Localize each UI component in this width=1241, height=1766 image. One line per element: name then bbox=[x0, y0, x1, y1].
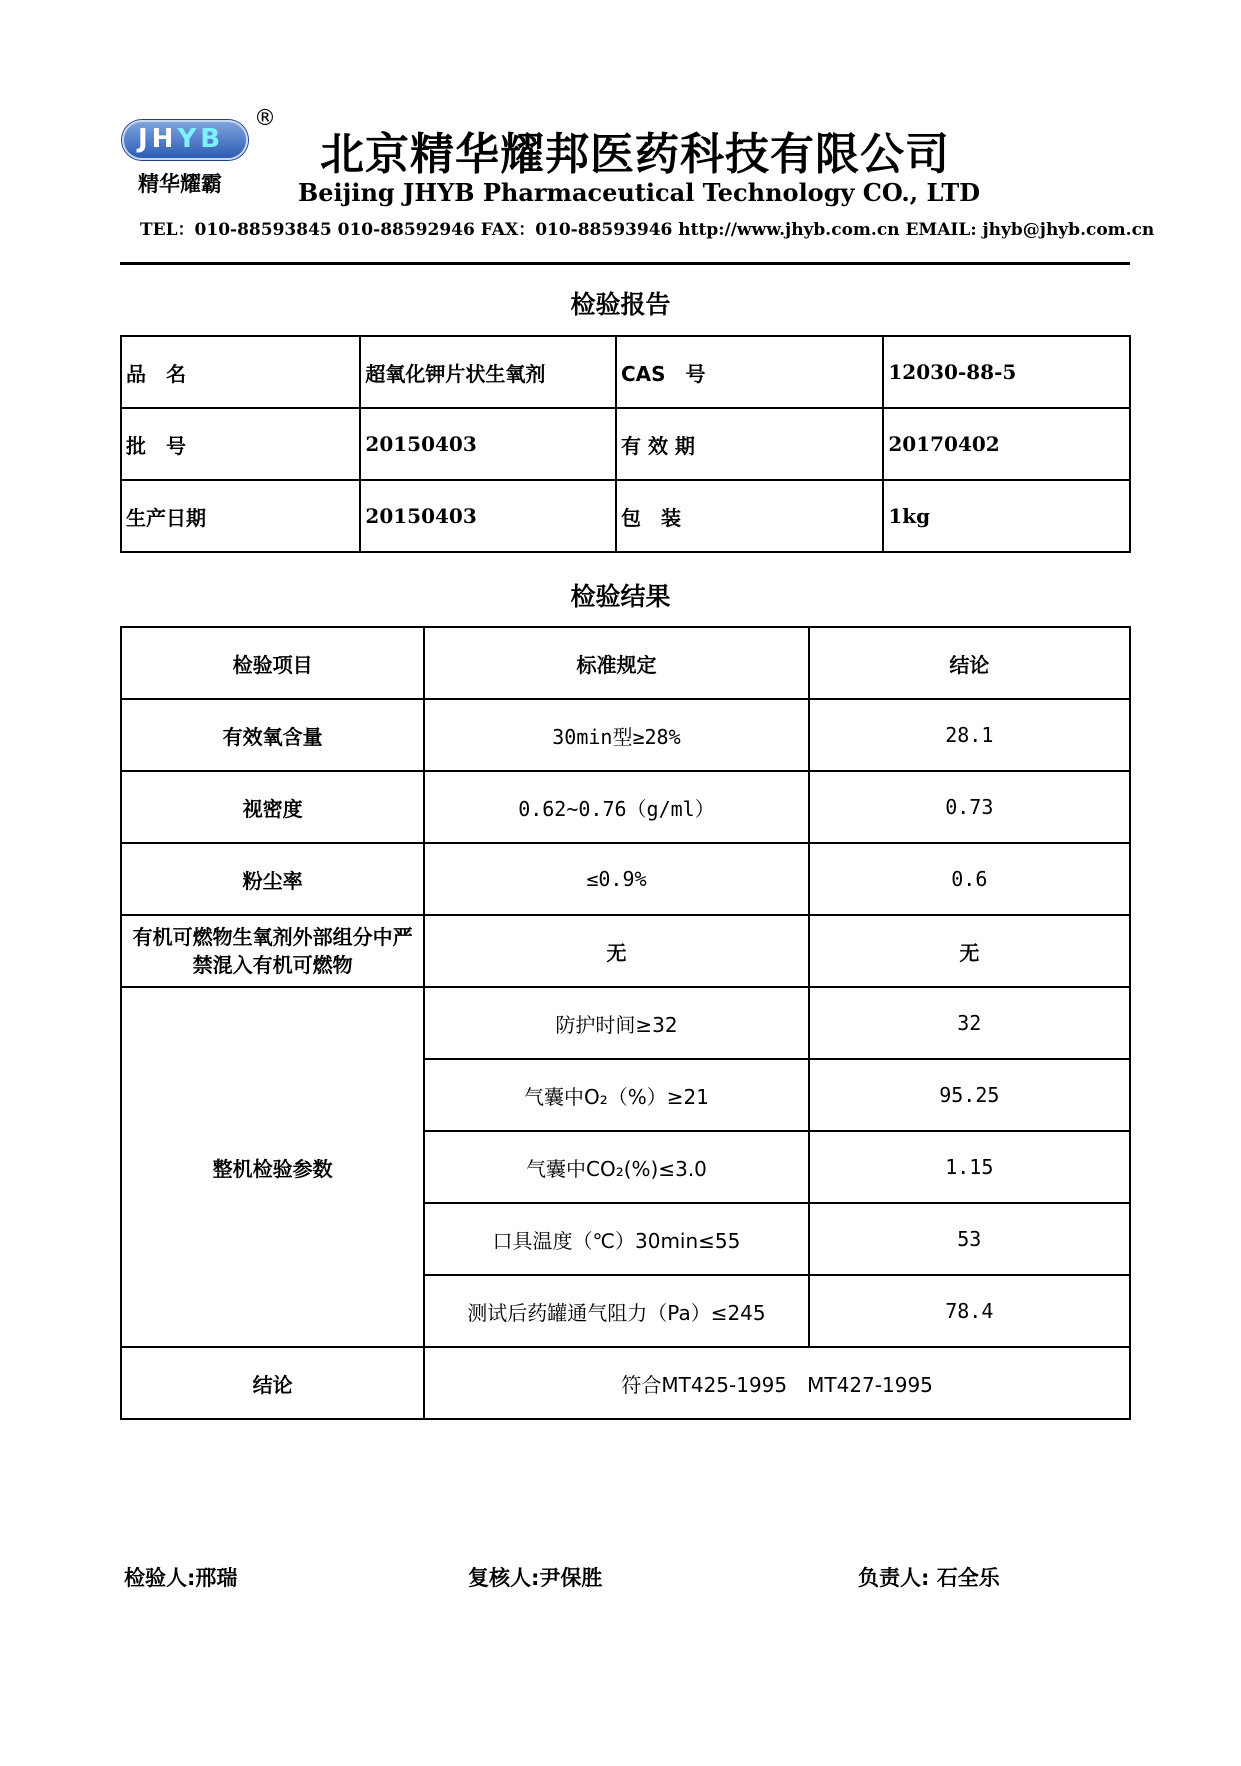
product-info-table bbox=[120, 335, 1131, 553]
item-cell: 视密度 bbox=[121, 771, 424, 843]
table-row bbox=[121, 987, 1130, 1059]
production-date-label: 生产日期 bbox=[121, 480, 360, 552]
contact-line: TEL：010-88593845 010-88592946 FAX：010-88593946 http://www.jhyb.com.cn EMAIL: jhyb@jhyb.com.cn bbox=[140, 220, 1155, 240]
logo-text: JHYB bbox=[138, 124, 225, 154]
package-value: 1kg bbox=[883, 480, 1130, 552]
cas-label: CAS 号 bbox=[616, 336, 883, 408]
standard-cell: 30min型≥28% bbox=[424, 699, 808, 771]
standard-cell: 0.62~0.76（g/ml） bbox=[424, 771, 808, 843]
result-cell: 0.73 bbox=[809, 771, 1130, 843]
standard-cell: 口具温度（℃）30min≤55 bbox=[424, 1203, 808, 1275]
responsible-signature: 负责人: 石全乐 bbox=[858, 1566, 1000, 1590]
item-cell: 有效氧含量 bbox=[121, 699, 424, 771]
inspector-signature: 检验人:邢瑞 bbox=[124, 1566, 238, 1590]
table-row bbox=[121, 843, 1130, 915]
validity-value: 20170402 bbox=[883, 408, 1130, 480]
results-table bbox=[120, 626, 1131, 1420]
company-logo bbox=[122, 106, 276, 202]
table-row bbox=[121, 336, 1130, 408]
result-cell: 0.6 bbox=[809, 843, 1130, 915]
logo-chinese-name: 精华耀霸 bbox=[138, 172, 222, 196]
registered-mark: ® bbox=[254, 106, 276, 131]
batch-label: 批 号 bbox=[121, 408, 360, 480]
product-name-label: 品 名 bbox=[121, 336, 360, 408]
header-divider bbox=[120, 262, 1130, 265]
table-row bbox=[121, 915, 1130, 987]
result-cell: 95.25 bbox=[809, 1059, 1130, 1131]
table-row bbox=[121, 771, 1130, 843]
result-cell: 28.1 bbox=[809, 699, 1130, 771]
table-row bbox=[121, 1347, 1130, 1419]
standard-cell: ≤0.9% bbox=[424, 843, 808, 915]
table-row bbox=[121, 699, 1130, 771]
results-title: 检验结果 bbox=[570, 582, 671, 611]
product-name-value: 超氧化钾片状生氧剂 bbox=[360, 336, 616, 408]
header-standard: 标准规定 bbox=[424, 627, 808, 699]
table-header-row bbox=[121, 627, 1130, 699]
result-cell: 78.4 bbox=[809, 1275, 1130, 1347]
standard-cell: 气囊中O₂（%）≥21 bbox=[424, 1059, 808, 1131]
result-cell: 32 bbox=[809, 987, 1130, 1059]
company-name-cn: 北京精华耀邦医药科技有限公司 bbox=[320, 129, 950, 180]
standard-cell: 测试后药罐通气阻力（Pa）≤245 bbox=[424, 1275, 808, 1347]
batch-value: 20150403 bbox=[360, 408, 616, 480]
standard-cell: 气囊中CO₂(%)≤3.0 bbox=[424, 1131, 808, 1203]
reviewer-signature: 复核人:尹保胜 bbox=[468, 1566, 603, 1590]
standard-cell: 防护时间≥32 bbox=[424, 987, 808, 1059]
machine-group-item: 整机检验参数 bbox=[121, 987, 424, 1347]
validity-label: 有 效 期 bbox=[616, 408, 883, 480]
conclusion-value: 符合MT425-1995 MT427-1995 bbox=[424, 1347, 1130, 1419]
header-item: 检验项目 bbox=[121, 627, 424, 699]
table-row bbox=[121, 480, 1130, 552]
item-cell: 有机可燃物生氧剂外部组分中严禁混入有机可燃物 bbox=[121, 915, 424, 987]
company-name-en: Beijing JHYB Pharmaceutical Technology CO., LTD bbox=[298, 178, 981, 207]
item-cell: 粉尘率 bbox=[121, 843, 424, 915]
package-label: 包 装 bbox=[616, 480, 883, 552]
report-title: 检验报告 bbox=[570, 290, 671, 319]
result-cell: 无 bbox=[809, 915, 1130, 987]
result-cell: 53 bbox=[809, 1203, 1130, 1275]
production-date-value: 20150403 bbox=[360, 480, 616, 552]
standard-cell: 无 bbox=[424, 915, 808, 987]
cas-value: 12030-88-5 bbox=[883, 336, 1130, 408]
result-cell: 1.15 bbox=[809, 1131, 1130, 1203]
conclusion-label: 结论 bbox=[121, 1347, 424, 1419]
table-row bbox=[121, 408, 1130, 480]
header-result: 结论 bbox=[809, 627, 1130, 699]
